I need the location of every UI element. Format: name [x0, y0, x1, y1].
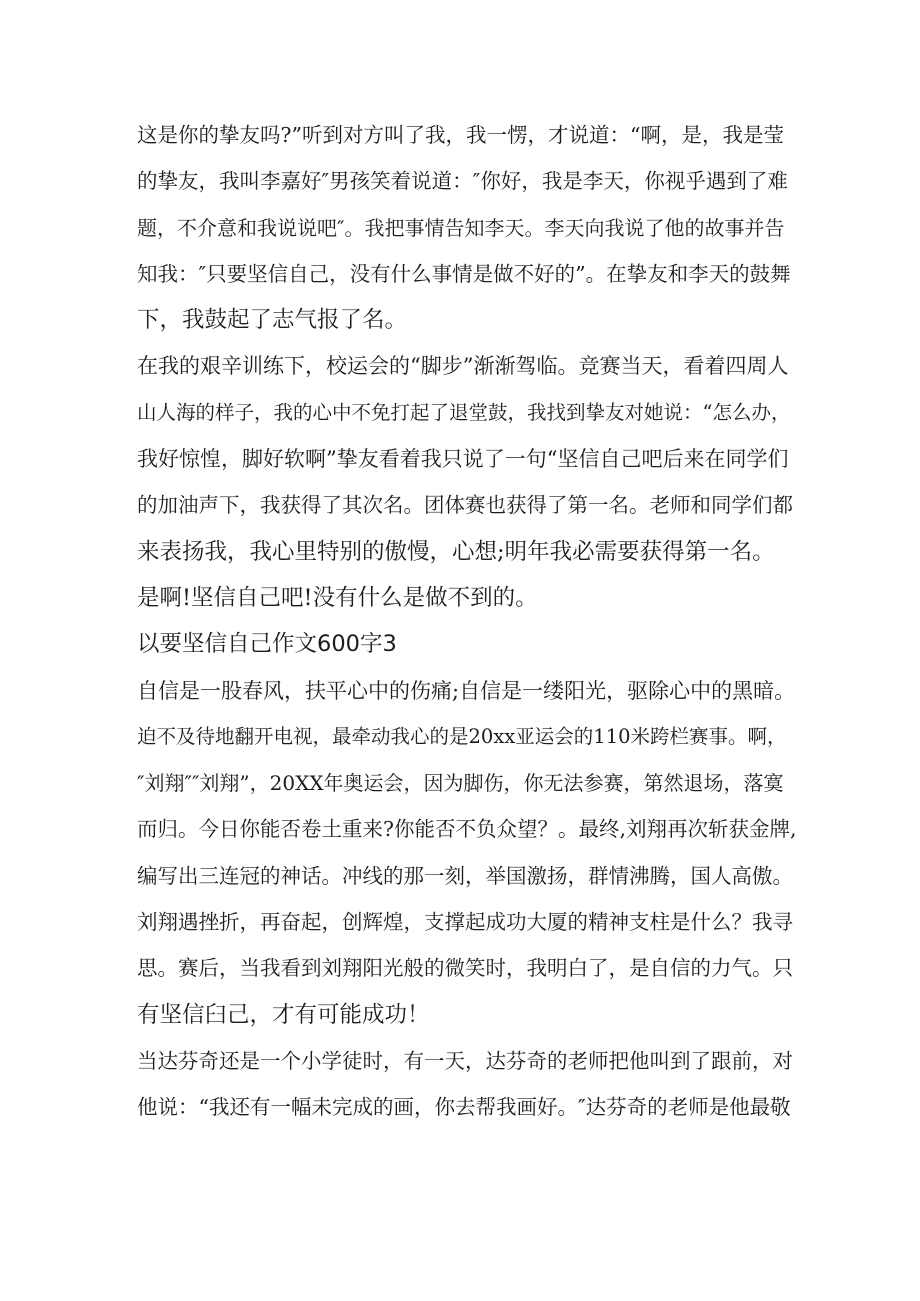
text-line: 的加油声下，我获得了其次名。团体赛也获得了第一名。老师和同学们都 [137, 493, 793, 518]
text-line: ″刘翔″″刘翔”，20XX年奥运会，因为脚伤，你无法参赛，第然退场，落寞 [137, 771, 784, 796]
text-line: 这是你的挚友吗?”听到对方叫了我，我一愣，才说道：“啊，是，我是莹 [137, 123, 784, 147]
text-line: 的挚友，我叫李嘉好″男孩笑着说道：″你好，我是李天，你视乎遇到了难 [137, 169, 788, 194]
text-line: 而归。今日你能否卷土重来?你能否不负众望？。最终,刘翔再次斩获金牌, [137, 817, 797, 842]
text-line: 知我：″只要坚信自己，没有什么事情是做不好的”。在挚友和李天的鼓舞 [137, 261, 791, 286]
section-heading: 以要坚信自己作文600字3 [137, 631, 397, 658]
text-line: 自信是一股春风，扶平心中的伤痛;自信是一缕阳光，驱除心中的黑暗。 [137, 678, 796, 703]
text-line: 题，不介意和我说说吧″。我把事情告知李天。李天向我说了他的故事并告 [137, 215, 785, 240]
text-line: 迫不及待地翻开电视，最牵动我心的是20xx亚运会的110米跨栏赛事。啊， [137, 724, 787, 748]
document-body [137, 112, 797, 1131]
text-line: 编写出三连冠的神话。冲线的那一刻，举国激扬，群情沸腾，国人高傲。 [137, 863, 793, 888]
text-line: 山人海的样子，我的心中不免打起了退堂鼓，我找到挚友对她说：“怎么办， [137, 400, 791, 424]
text-line: 来表扬我，我心里特别的傲慢，心想;明年我必需要获得第一名。 [137, 538, 775, 565]
text-line: 有坚信臼己，才有可能成功！ [137, 1001, 430, 1028]
text-line: 当达芬奇还是一个小学徒时，有一天，达芬奇的老师把他叫到了跟前，对 [137, 1048, 793, 1073]
text-line: 在我的艰辛训练下，校运会的“脚步”渐渐驾临。竞赛当天，看着四周人 [137, 354, 789, 379]
text-line: 刘翔遇挫折，再奋起，创辉煌，支撑起成功大厦的精神支柱是什么？我寻 [137, 910, 793, 935]
text-line: 思。赛后，当我看到刘翔阳光般的微笑时，我明白了，是自信的力气。只 [137, 956, 793, 981]
text-line: 我好惊惶，脚好软啊”挚友看着我只说了一句“坚信自己吧后来在同学们 [137, 447, 789, 472]
text-line: 他说：“我还有一幅未完成的画，你去帮我画好。″达芬奇的老师是他最敬 [137, 1095, 791, 1120]
text-line: 下，我鼓起了志气报了名。 [137, 307, 408, 334]
text-line: 是啊!坚信自己吧!没有什么是做不到的。 [137, 584, 538, 611]
